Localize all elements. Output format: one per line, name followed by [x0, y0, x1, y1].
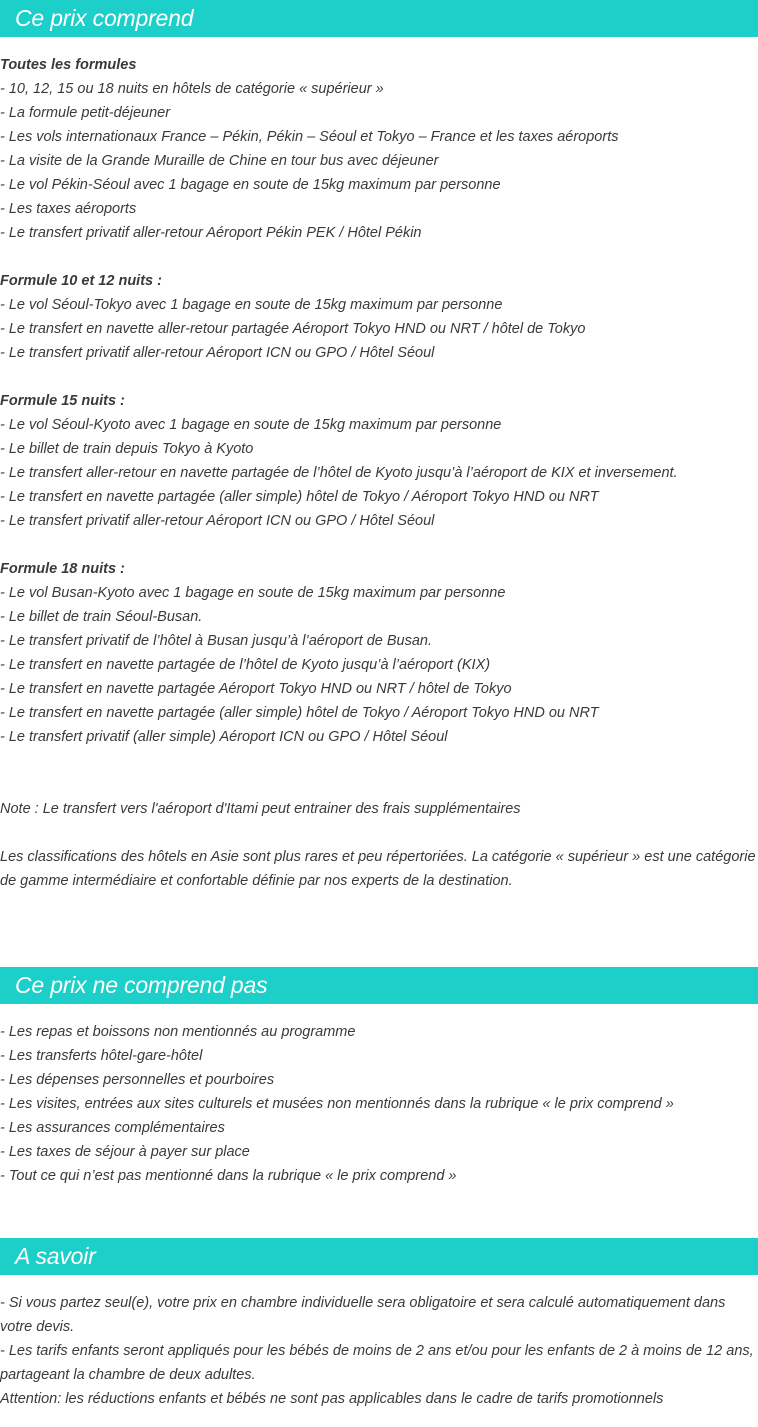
list-item: - Le transfert en navette partagée (aller simple) hôtel de Tokyo / Aéroport Tokyo HND ou NRT — [0, 489, 599, 505]
formula-18-heading: Formule 18 nuits : — [0, 561, 125, 577]
list-item: - Le vol Séoul-Tokyo avec 1 bagage en soute de 15kg maximum par personne — [0, 297, 503, 313]
all-formulas-heading: Toutes les formules — [0, 57, 137, 73]
list-item: - Les assurances complémentaires — [0, 1120, 225, 1136]
list-item: - Le transfert en navette partagée de l’hôtel de Kyoto jusqu’à l’aéroport (KIX) — [0, 657, 491, 673]
itami-note: Note : Le transfert vers l'aéroport d'Itami peut entrainer des frais supplémentaires — [0, 801, 521, 817]
list-item: - Le billet de train depuis Tokyo à Kyoto — [0, 441, 254, 457]
list-item: - 10, 12, 15 ou 18 nuits en hôtels de catégorie « supérieur » — [0, 81, 384, 97]
list-item: - Les repas et boissons non mentionnés au programme — [0, 1024, 356, 1040]
list-item: - Le transfert en navette partagée (aller simple) hôtel de Tokyo / Aéroport Tokyo HND ou NRT — [0, 705, 599, 721]
list-item: - Les transferts hôtel-gare-hôtel — [0, 1048, 203, 1064]
list-item: - Le transfert en navette aller-retour partagée Aéroport Tokyo HND ou NRT / hôtel de Tokyo — [0, 321, 586, 337]
hotel-classification-note: Les classifications des hôtels en Asie sont plus rares et peu répertoriées. La catégorie « supérieur » est une catégorie de gamme intermédiaire et confortable définie par nos experts de la destination. — [0, 849, 756, 889]
list-item: - Le transfert privatif aller-retour Aéroport ICN ou GPO / Hôtel Séoul — [0, 513, 435, 529]
list-item: - La visite de la Grande Muraille de Chine en tour bus avec déjeuner — [0, 153, 439, 169]
list-item: - La formule petit-déjeuner — [0, 105, 171, 121]
list-item: - Le vol Séoul-Kyoto avec 1 bagage en soute de 15kg maximum par personne — [0, 417, 502, 433]
list-item: - Le billet de train Séoul-Busan. — [0, 609, 203, 625]
list-item: - Le transfert privatif aller-retour Aéroport ICN ou GPO / Hôtel Séoul — [0, 345, 435, 361]
section-header-excluded: Ce prix ne comprend pas — [0, 967, 758, 1004]
excluded-content — [0, 1020, 758, 1188]
list-item: - Les dépenses personnelles et pourboires — [0, 1072, 275, 1088]
list-item: - Tout ce qui n’est pas mentionné dans la rubrique « le prix comprend » — [0, 1168, 457, 1184]
list-item: - Le vol Pékin-Séoul avec 1 bagage en soute de 15kg maximum par personne — [0, 177, 501, 193]
list-item: - Le transfert aller-retour en navette partagée de l’hôtel de Kyoto jusqu’à l’aéroport de KIX et inversement. — [0, 465, 678, 481]
list-item: - Les vols internationaux France – Pékin, Pékin – Séoul et Tokyo – France et les taxes aéroports — [0, 129, 619, 145]
list-item: - Les taxes aéroports — [0, 201, 137, 217]
list-item: - Le transfert privatif aller-retour Aéroport Pékin PEK / Hôtel Pékin — [0, 225, 422, 241]
attention-note: Attention: les réductions enfants et bébés ne sont pas applicables dans le cadre de tarifs promotionnels — [0, 1391, 664, 1407]
info-content — [0, 1291, 758, 1411]
list-item: - Le transfert privatif (aller simple) Aéroport ICN ou GPO / Hôtel Séoul — [0, 729, 448, 745]
list-item: - Le transfert privatif de l’hôtel à Busan jusqu’à l’aéroport de Busan. — [0, 633, 433, 649]
list-item: - Les taxes de séjour à payer sur place — [0, 1144, 250, 1160]
list-item: - Les visites, entrées aux sites culturels et musées non mentionnés dans la rubrique « le prix comprend » — [0, 1096, 674, 1112]
list-item: - Le vol Busan-Kyoto avec 1 bagage en soute de 15kg maximum par personne — [0, 585, 506, 601]
formula-15-heading: Formule 15 nuits : — [0, 393, 125, 409]
list-item: - Le transfert en navette partagée Aéroport Tokyo HND ou NRT / hôtel de Tokyo — [0, 681, 512, 697]
included-content — [0, 53, 758, 893]
section-header-included: Ce prix comprend — [0, 0, 758, 37]
section-header-info: A savoir — [0, 1238, 758, 1275]
single-traveller-note: - Si vous partez seul(e), votre prix en chambre individuelle sera obligatoire et sera calculé automatiquement dans votre devis. — [0, 1295, 726, 1335]
formula-10-12-heading: Formule 10 et 12 nuits : — [0, 273, 162, 289]
children-rates-note: - Les tarifs enfants seront appliqués pour les bébés de moins de 2 ans et/ou pour les enfants de 2 à moins de 12 ans, partageant la chambre de deux adultes. — [0, 1343, 754, 1383]
